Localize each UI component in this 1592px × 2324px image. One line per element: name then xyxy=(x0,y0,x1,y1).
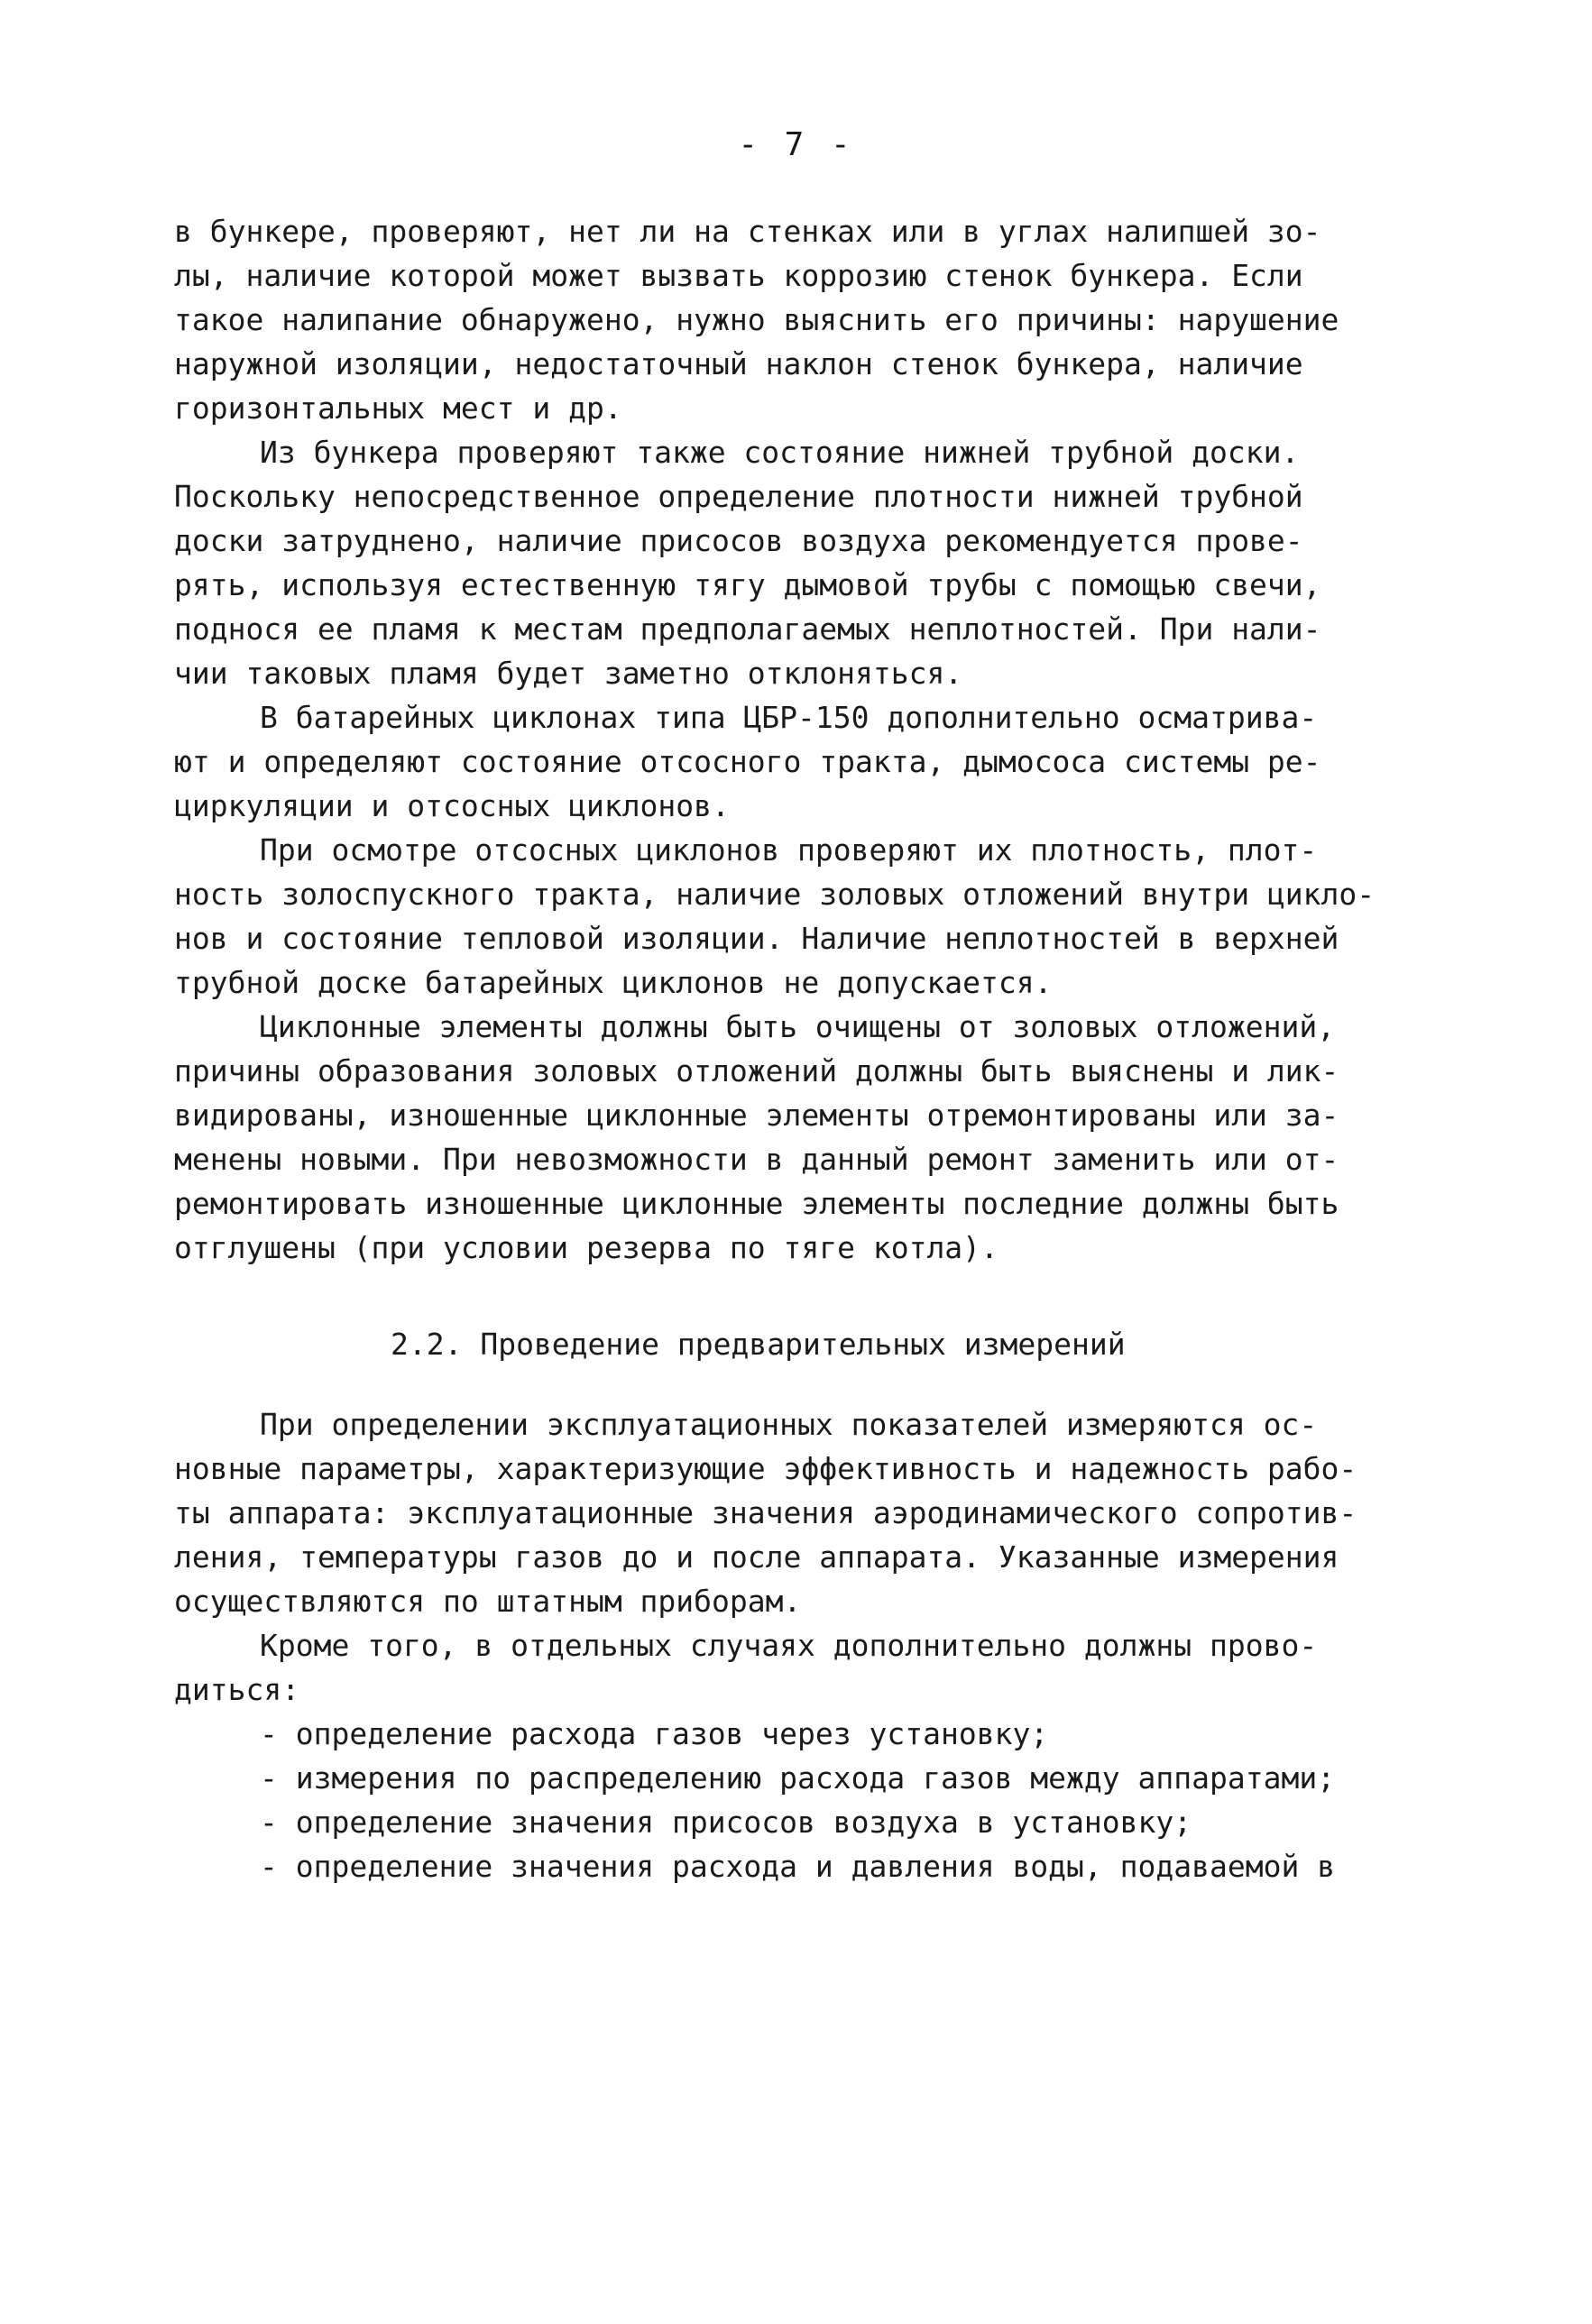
list-item: - определение значения расхода и давления воды, подаваемой в xyxy=(260,1849,1336,1884)
paragraph xyxy=(174,1402,1365,1623)
text-line: ность золоспускного тракта, наличие золовых отложений внутри цикло- xyxy=(174,877,1376,912)
text-line: Кроме того, в отдельных случаях дополнительно должны прово- xyxy=(260,1628,1318,1663)
text-line: трубной доске батарейных циклонов не допускается. xyxy=(174,965,1053,1000)
list-item: - определение значения присосов воздуха в установку; xyxy=(260,1805,1192,1840)
text-line: рять, используя естественную тягу дымовой трубы с помощью свечи, xyxy=(174,567,1321,602)
bullet-list xyxy=(174,1712,1365,1888)
paragraph xyxy=(174,209,1365,430)
text-line: циркуляции и отсосных циклонов. xyxy=(174,788,730,823)
text-line: поднося ее пламя к местам предполагаемых неплотностей. При нали- xyxy=(174,611,1321,647)
text-line: диться: xyxy=(174,1672,300,1707)
list-item: - определение расхода газов через установку; xyxy=(260,1716,1049,1751)
text-line: лы, наличие которой может вызвать коррозию стенок бункера. Если xyxy=(174,258,1303,293)
paragraph xyxy=(174,430,1365,695)
text-line: ремонтировать изношенные циклонные элементы последние должны быть xyxy=(174,1186,1339,1221)
text-line: в бункере, проверяют, нет ли на стенках или в углах налипшей зо- xyxy=(174,214,1321,249)
text-line: ты аппарата: эксплуатационные значения аэродинамического сопротив- xyxy=(174,1495,1357,1530)
text-line: ют и определяют состояние отсосного тракта, дымососа системы ре- xyxy=(174,744,1321,779)
text-line: Поскольку непосредственное определение плотности нижней трубной xyxy=(174,479,1303,514)
paragraph xyxy=(174,828,1376,1005)
section-heading: 2.2. Проведение предварительных измерений xyxy=(391,1327,1126,1362)
text-line: отглушены (при условии резерва по тяге котла). xyxy=(174,1230,998,1265)
text-line: нов и состояние тепловой изоляции. Наличие неплотностей в верхней xyxy=(174,921,1339,956)
text-line: видированы, изношенные циклонные элементы отремонтированы или за- xyxy=(174,1098,1339,1133)
text-line: При осмотре отсосных циклонов проверяют их плотность, плот- xyxy=(260,832,1318,868)
paragraph xyxy=(174,695,1365,828)
text-line: Из бункера проверяют также состояние нижней трубной доски. xyxy=(260,435,1300,470)
paragraph xyxy=(174,1005,1365,1270)
text-line: новные параметры, характеризующие эффективность и надежность рабо- xyxy=(174,1451,1357,1486)
body-text xyxy=(174,209,1376,1888)
text-line: причины образования золовых отложений должны быть выяснены и лик- xyxy=(174,1053,1339,1089)
text-line: В батарейных циклонах типа ЦБР-150 дополнительно осматрива- xyxy=(260,700,1318,735)
text-line: При определении эксплуатационных показателей измеряются ос- xyxy=(260,1407,1318,1442)
text-line: Циклонные элементы должны быть очищены от золовых отложений, xyxy=(260,1009,1336,1044)
text-line: доски затруднено, наличие присосов воздуха рекомендуется прове- xyxy=(174,523,1303,558)
page-number: - 7 - xyxy=(738,126,854,163)
spacer xyxy=(174,1270,1365,1322)
text-line: наружной изоляции, недостаточный наклон стенок бункера, наличие xyxy=(174,346,1303,381)
list-item: - измерения по распределению расхода газов между аппаратами; xyxy=(260,1760,1336,1796)
text-line: осуществляются по штатным приборам. xyxy=(174,1584,802,1619)
paragraph xyxy=(174,1623,1365,1712)
spacer xyxy=(174,1366,1365,1402)
text-line: менены новыми. При невозможности в данный ремонт заменить или от- xyxy=(174,1142,1339,1177)
text-line: чии таковых пламя будет заметно отклоняться. xyxy=(174,656,963,691)
text-line: горизонтальных мест и др. xyxy=(174,390,622,426)
text-line: ления, температуры газов до и после аппарата. Указанные измерения xyxy=(174,1539,1339,1575)
text-line: такое налипание обнаружено, нужно выяснить его причины: нарушение xyxy=(174,302,1339,337)
